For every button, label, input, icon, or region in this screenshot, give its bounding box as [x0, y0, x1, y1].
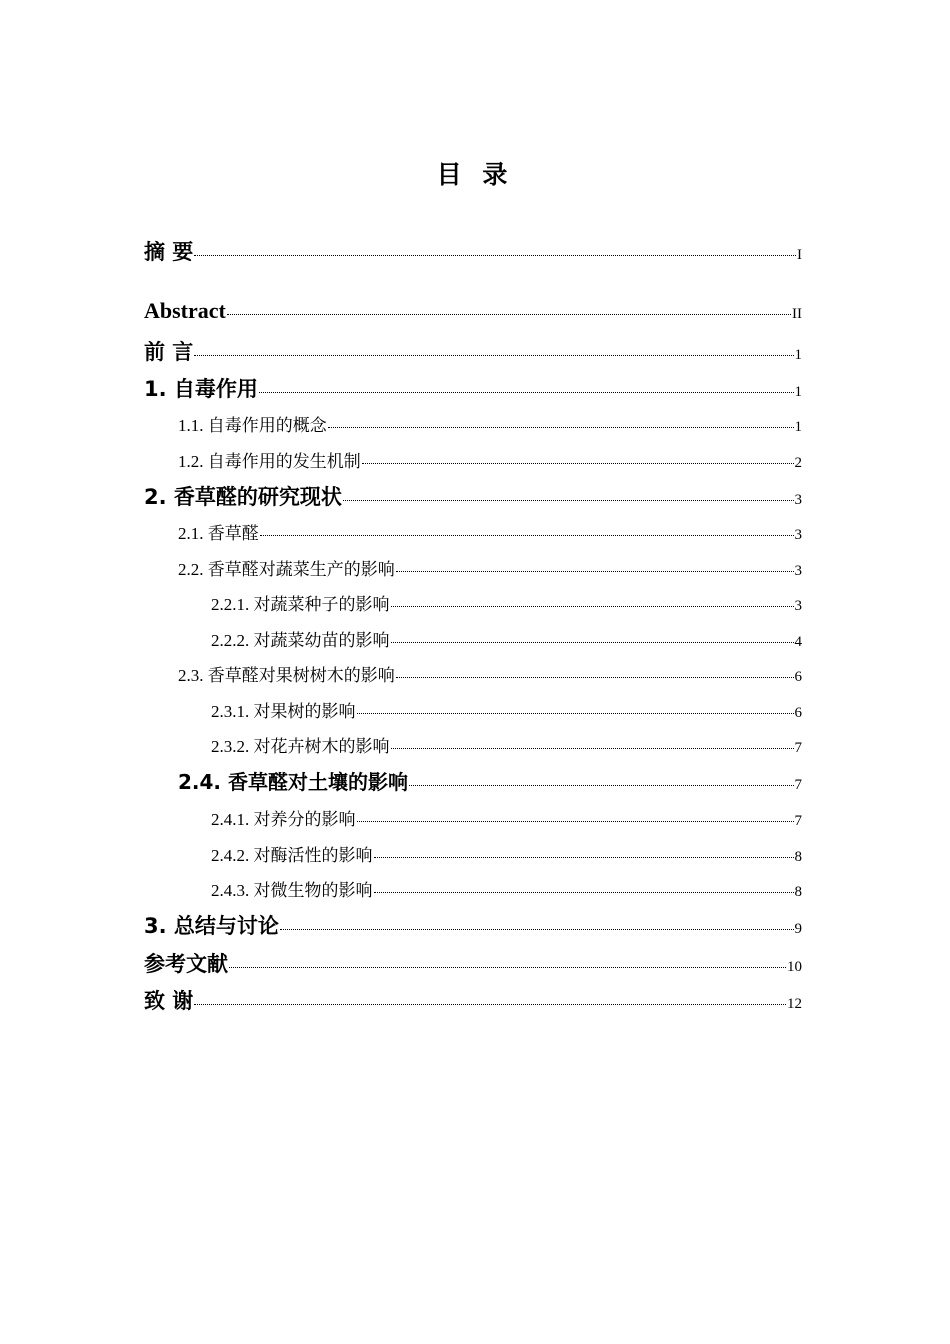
toc-entry-page: 7	[794, 740, 802, 756]
toc-entry-section-2-4-2[interactable]	[211, 841, 802, 866]
toc-entry-references[interactable]	[144, 948, 802, 978]
leader-dots	[409, 785, 794, 786]
toc-entry-label: 2.3. 香草醛对果树树木的影响	[178, 666, 395, 685]
toc-entry-page: 4	[794, 634, 802, 650]
toc-entry-section-2[interactable]	[144, 481, 802, 511]
leader-dots	[396, 571, 794, 572]
toc-entry-page: 3	[794, 527, 802, 543]
leader-dots	[362, 463, 794, 464]
toc-entry-page: 6	[794, 705, 802, 721]
leader-dots	[357, 713, 794, 714]
toc-entry-section-1[interactable]	[144, 373, 802, 403]
leader-dots	[260, 535, 794, 536]
toc-entry-label: 1.1. 自毒作用的概念	[178, 416, 327, 435]
toc-entry-section-2-3-1[interactable]	[211, 697, 802, 722]
toc-entry-section-2-2[interactable]	[178, 555, 802, 580]
toc-entry-page: 1	[794, 347, 802, 363]
toc-entry-abstract-en[interactable]	[144, 298, 802, 324]
toc-entry-page: 3	[794, 598, 802, 614]
toc-entry-label: 2.3.2. 对花卉树木的影响	[211, 737, 390, 756]
toc-entry-label: 2.2. 香草醛对蔬菜生产的影响	[178, 560, 395, 579]
toc-entry-label: 3. 总结与讨论	[144, 914, 279, 938]
toc-entry-section-2-3[interactable]	[178, 661, 802, 686]
toc-entry-label: Abstract	[144, 298, 226, 323]
toc-entry-section-3[interactable]	[144, 910, 802, 940]
leader-dots	[374, 857, 794, 858]
toc-entry-page: 7	[794, 777, 802, 793]
toc-entry-section-2-4[interactable]	[178, 766, 802, 795]
leader-dots	[280, 929, 794, 930]
leader-dots	[343, 500, 794, 501]
leader-dots	[194, 255, 796, 256]
toc-entry-page: 1	[794, 419, 802, 435]
toc-entry-label: 前 言	[144, 340, 194, 364]
leader-dots	[391, 748, 794, 749]
leader-dots	[357, 821, 794, 822]
toc-entry-page: 10	[787, 959, 802, 975]
toc-entry-label: 2. 香草醛的研究现状	[144, 485, 342, 509]
leader-dots	[396, 677, 794, 678]
leader-dots	[391, 642, 794, 643]
toc-entry-page: II	[792, 306, 802, 322]
toc-entry-label: 2.4.3. 对微生物的影响	[211, 881, 373, 900]
toc-entry-label: 2.1. 香草醛	[178, 524, 259, 543]
toc-entry-section-2-2-1[interactable]	[211, 590, 802, 615]
toc-entry-page: I	[797, 247, 802, 263]
toc-entry-section-2-1[interactable]	[178, 519, 802, 544]
toc-entry-section-2-2-2[interactable]	[211, 626, 802, 651]
toc-entry-page: 12	[787, 996, 802, 1012]
toc-entry-label: 2.4. 香草醛对土壤的影响	[178, 770, 408, 794]
toc-entry-acknowledgements[interactable]	[144, 985, 802, 1015]
toc-entry-label: 2.2.2. 对蔬菜幼苗的影响	[211, 631, 390, 650]
toc-entry-page: 1	[794, 384, 802, 400]
toc-entry-label: 1.2. 自毒作用的发生机制	[178, 452, 361, 471]
toc-entry-page: 6	[794, 669, 802, 685]
toc-entry-label: 致 谢	[144, 989, 194, 1013]
toc-entry-section-2-4-1[interactable]	[211, 805, 802, 830]
toc-entry-abstract-cn[interactable]	[144, 236, 802, 266]
toc-entry-label: 1. 自毒作用	[144, 377, 258, 401]
leader-dots	[227, 314, 791, 315]
toc-entry-section-2-4-3[interactable]	[211, 876, 802, 901]
toc-entry-page: 3	[794, 563, 802, 579]
leader-dots	[194, 355, 793, 356]
leader-dots	[229, 967, 786, 968]
toc-entry-label: 2.2.1. 对蔬菜种子的影响	[211, 595, 390, 614]
toc-entry-section-1-1[interactable]	[178, 411, 802, 436]
toc-entry-page: 2	[794, 455, 802, 471]
toc-entry-preface[interactable]	[144, 336, 802, 366]
toc-entry-page: 8	[794, 884, 802, 900]
leader-dots	[194, 1004, 786, 1005]
toc-entry-section-1-2[interactable]	[178, 447, 802, 472]
leader-dots	[374, 892, 794, 893]
toc-entry-label: 2.3.1. 对果树的影响	[211, 702, 356, 721]
leader-dots	[259, 392, 794, 393]
toc-entry-section-2-3-2[interactable]	[211, 732, 802, 757]
leader-dots	[391, 606, 794, 607]
toc-entry-label: 2.4.1. 对养分的影响	[211, 810, 356, 829]
leader-dots	[328, 427, 794, 428]
toc-entry-page: 9	[794, 921, 802, 937]
toc-entry-label: 2.4.2. 对酶活性的影响	[211, 846, 373, 865]
toc-entry-page: 3	[794, 492, 802, 508]
toc-entry-page: 8	[794, 849, 802, 865]
toc-entry-page: 7	[794, 813, 802, 829]
toc-entry-label: 摘 要	[144, 240, 194, 264]
toc-entry-label: 参考文献	[144, 952, 228, 976]
page-title: 目 录	[436, 160, 514, 189]
